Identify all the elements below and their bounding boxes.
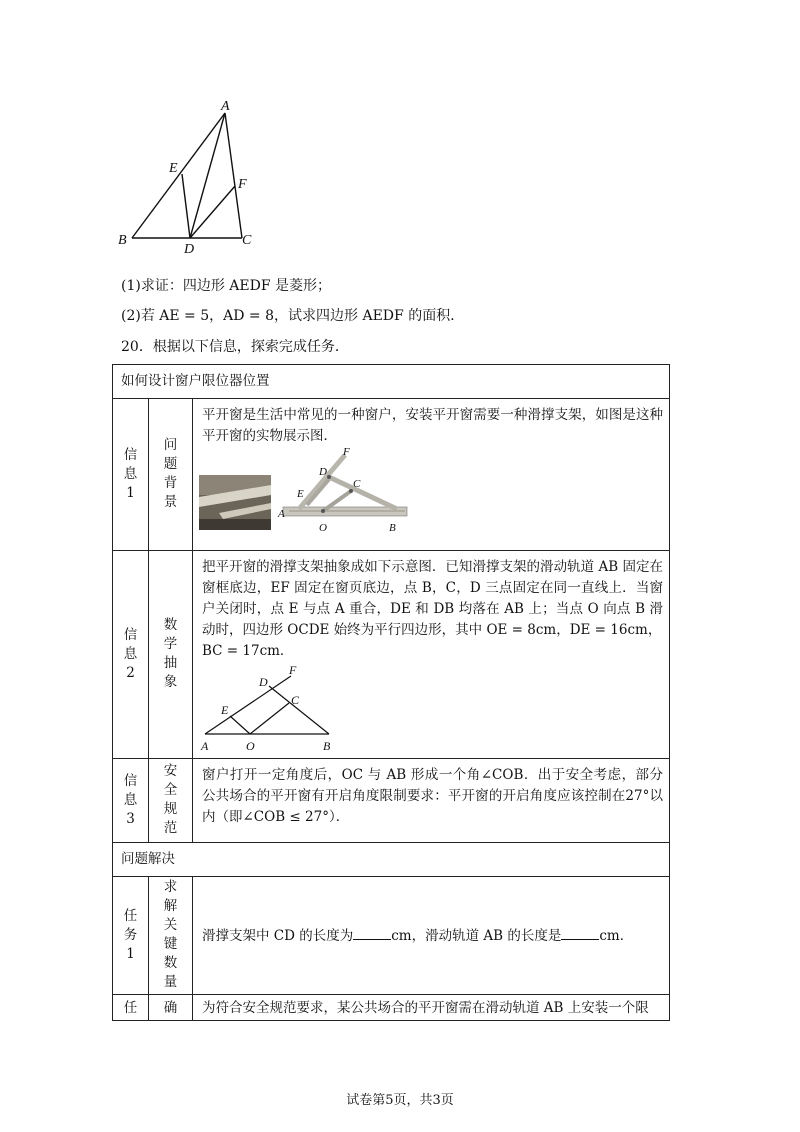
info2-content bbox=[193, 551, 670, 759]
abstract-diagram bbox=[199, 664, 339, 752]
info3-text: 窗户打开一定角度后，OC 与 AB 形成一个角∠COB．出于安全考虑，部分公共场合的平开窗有开启角度限制要求：平开窗的开启角度应该控制在27°以内（即∠COB ≤ 27°）． bbox=[202, 767, 663, 825]
task1-content: 滑撑支架中 CD 的长度为 cm，滑动轨道 AB 的长度是 cm． bbox=[193, 877, 670, 995]
info2-topic: 数学抽象 bbox=[149, 551, 193, 759]
svg-text:C: C bbox=[291, 693, 300, 707]
info1-text: 平开窗是生活中常见的一种窗户，安装平开窗需要一种滑撑支架，如图是这种平开窗的实物展示图． bbox=[202, 407, 663, 444]
segment-ed bbox=[182, 174, 190, 238]
info3-label: 信息3 bbox=[113, 759, 149, 843]
info3-content bbox=[193, 759, 670, 843]
svg-text:D: D bbox=[319, 466, 327, 478]
svg-text:B: B bbox=[323, 739, 331, 753]
task2-topic: 确 bbox=[149, 995, 193, 1021]
svg-text:C: C bbox=[353, 478, 361, 490]
svg-text:D: D bbox=[259, 675, 268, 689]
svg-text:B: B bbox=[389, 522, 396, 534]
q20-intro: 20．根据以下信息，探索完成任务． bbox=[121, 339, 349, 355]
segment-ac bbox=[225, 113, 242, 238]
label-c: C bbox=[242, 233, 252, 248]
task1-label: 任务1 bbox=[113, 877, 149, 995]
svg-text:E: E bbox=[221, 703, 229, 717]
svg-text:O: O bbox=[319, 522, 327, 534]
svg-text:O: O bbox=[246, 739, 255, 753]
answer-blank-ab[interactable] bbox=[561, 925, 599, 940]
task2-content: 为符合安全规范要求，某公共场合的平开窗需在滑动轨道 AB 上安装一个限 bbox=[193, 995, 670, 1021]
answer-blank-cd[interactable] bbox=[353, 925, 391, 940]
task2-label: 任 bbox=[113, 995, 149, 1021]
segment-ad bbox=[190, 113, 225, 238]
page-footer: 试卷第5页，共3页 bbox=[346, 1093, 454, 1108]
task1-topic: 求解关键数量 bbox=[149, 877, 193, 995]
section-problem-solving: 问题解决 bbox=[113, 843, 670, 877]
q19-part1: (1)求证：四边形 AEDF 是菱形； bbox=[121, 278, 331, 294]
label-d: D bbox=[184, 242, 195, 257]
triangle-figure bbox=[112, 98, 272, 256]
info1-content bbox=[193, 399, 670, 551]
window-photo bbox=[199, 475, 271, 530]
table-title: 如何设计窗户限位器位置 bbox=[113, 365, 670, 399]
svg-text:F: F bbox=[289, 663, 297, 677]
info1-topic: 问题背景 bbox=[149, 399, 193, 551]
svg-text:F: F bbox=[343, 446, 350, 458]
svg-text:A: A bbox=[201, 739, 209, 753]
info2-label: 信息2 bbox=[113, 551, 149, 759]
info3-topic: 安全规范 bbox=[149, 759, 193, 843]
hinge-photo bbox=[279, 447, 409, 537]
info1-label: 信息1 bbox=[113, 399, 149, 551]
label-e: E bbox=[169, 161, 178, 176]
label-b: B bbox=[118, 233, 127, 248]
svg-text:A: A bbox=[278, 508, 285, 520]
label-a: A bbox=[221, 99, 230, 114]
info2-text: 把平开窗的滑撑支架抽象成如下示意图．已知滑撑支架的滑动轨道 AB 固定在窗框底边，EF 固定在窗页底边，点 B，C，D 三点固定在同一直线上．当窗户关闭时，点 E 与点 A 重合，DE 和 DB 均落在 AB 上；当点 O 向点 B 滑动时，四边形 OCDE 始终为平行四边形，其中 OE = 8cm，DE = 16cm， BC = 17cm． bbox=[202, 559, 664, 659]
svg-text:E: E bbox=[297, 488, 304, 500]
segment-ba bbox=[132, 113, 225, 238]
label-f: F bbox=[238, 177, 247, 192]
q19-part2: (2)若 AE = 5，AD = 8，试求四边形 AEDF 的面积． bbox=[121, 308, 465, 324]
info-table bbox=[112, 364, 670, 1021]
